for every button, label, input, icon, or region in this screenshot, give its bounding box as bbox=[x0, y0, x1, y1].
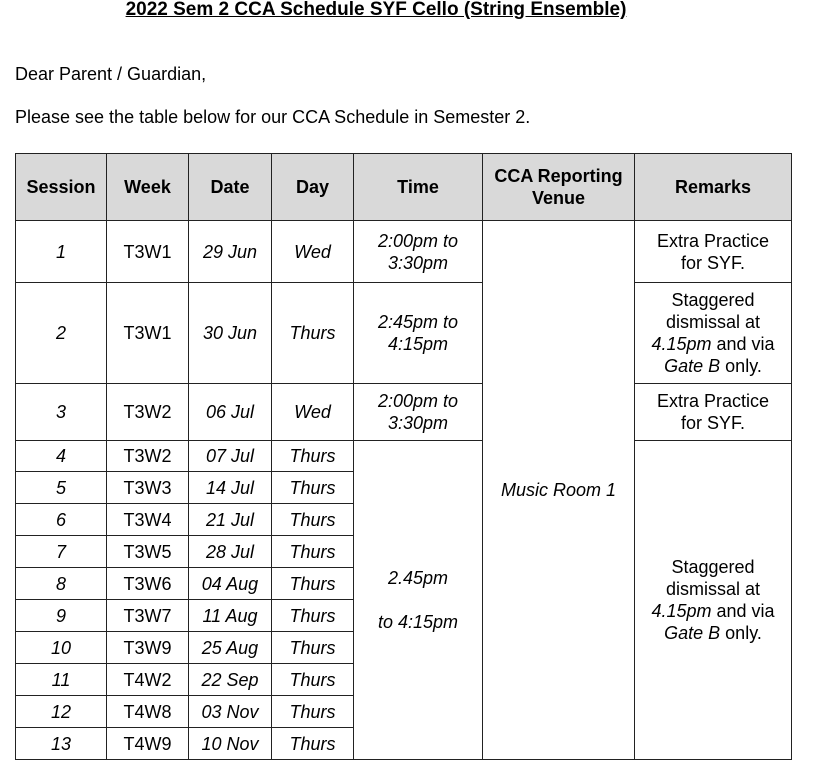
date-cell: 25 Aug bbox=[189, 632, 272, 664]
week-cell: T4W8 bbox=[107, 696, 189, 728]
date-cell: 28 Jul bbox=[189, 536, 272, 568]
header-venue: CCA Reporting Venue bbox=[483, 154, 635, 221]
date-cell: 11 Aug bbox=[189, 600, 272, 632]
time-cell bbox=[354, 384, 483, 441]
time-line: 4:15pm bbox=[387, 334, 449, 354]
day-cell: Thurs bbox=[272, 728, 354, 760]
day-cell: Thurs bbox=[272, 600, 354, 632]
table-row bbox=[16, 441, 792, 472]
dismissal-time: 4.15pm bbox=[651, 334, 712, 354]
remark-line bbox=[637, 355, 789, 377]
time-line: 3:30pm bbox=[387, 252, 449, 273]
session-cell: 7 bbox=[16, 536, 107, 568]
remark-line bbox=[637, 622, 789, 644]
dismissal-time: 4.15pm bbox=[651, 601, 712, 621]
session-cell: 6 bbox=[16, 504, 107, 536]
session-cell: 12 bbox=[16, 696, 107, 728]
time-line: 2:00pm to bbox=[377, 230, 459, 251]
day-cell: Wed bbox=[272, 221, 354, 283]
day-cell: Thurs bbox=[272, 283, 354, 384]
week-cell: T3W7 bbox=[107, 600, 189, 632]
venue-cell: Music Room 1 bbox=[483, 221, 635, 760]
gate-name: Gate B bbox=[664, 623, 721, 643]
header-time: Time bbox=[354, 154, 483, 221]
date-cell: 04 Aug bbox=[189, 568, 272, 600]
time-line: 3:30pm bbox=[387, 413, 449, 433]
week-cell: T3W9 bbox=[107, 632, 189, 664]
day-cell: Thurs bbox=[272, 441, 354, 472]
date-cell: 30 Jun bbox=[189, 283, 272, 384]
intro-text: Please see the table below for our CCA Schedule in Semester 2. bbox=[15, 107, 531, 127]
remark-text: and via bbox=[711, 334, 775, 354]
session-cell: 3 bbox=[16, 384, 107, 441]
gate-name: Gate B bbox=[664, 356, 721, 376]
table-row bbox=[16, 283, 792, 384]
remark-text: only. bbox=[720, 356, 762, 376]
week-cell: T3W1 bbox=[107, 283, 189, 384]
remark-line: for SYF. bbox=[680, 413, 746, 433]
week-cell: T3W6 bbox=[107, 568, 189, 600]
document-title: 2022 Sem 2 CCA Schedule SYF Cello (String Ensemble) bbox=[125, 0, 627, 20]
remarks-cell bbox=[635, 283, 792, 384]
remarks-cell bbox=[635, 221, 792, 283]
session-cell: 10 bbox=[16, 632, 107, 664]
remark-line bbox=[637, 333, 789, 355]
week-cell: T3W2 bbox=[107, 384, 189, 441]
session-cell: 4 bbox=[16, 441, 107, 472]
remark-line: dismissal at bbox=[665, 312, 761, 332]
remark-line: Extra Practice bbox=[656, 230, 770, 251]
session-cell: 9 bbox=[16, 600, 107, 632]
remark-line: Extra Practice bbox=[656, 391, 770, 411]
week-cell: T3W4 bbox=[107, 504, 189, 536]
session-cell: 5 bbox=[16, 472, 107, 504]
week-cell: T4W9 bbox=[107, 728, 189, 760]
date-cell: 10 Nov bbox=[189, 728, 272, 760]
date-cell: 06 Jul bbox=[189, 384, 272, 441]
day-cell: Thurs bbox=[272, 504, 354, 536]
header-date: Date bbox=[189, 154, 272, 221]
week-cell: T3W5 bbox=[107, 536, 189, 568]
date-cell: 14 Jul bbox=[189, 472, 272, 504]
header-session: Session bbox=[16, 154, 107, 221]
day-cell: Thurs bbox=[272, 696, 354, 728]
greeting: Dear Parent / Guardian, bbox=[15, 64, 207, 84]
week-cell: T3W1 bbox=[107, 221, 189, 283]
header-week: Week bbox=[107, 154, 189, 221]
remarks-cell bbox=[635, 441, 792, 760]
day-cell: Thurs bbox=[272, 568, 354, 600]
week-cell: T3W3 bbox=[107, 472, 189, 504]
day-cell: Thurs bbox=[272, 632, 354, 664]
remark-line bbox=[637, 600, 789, 622]
date-cell: 03 Nov bbox=[189, 696, 272, 728]
session-cell: 8 bbox=[16, 568, 107, 600]
header-row bbox=[16, 154, 792, 221]
session-cell: 11 bbox=[16, 664, 107, 696]
remark-line: for SYF. bbox=[680, 252, 746, 273]
time-cell bbox=[354, 221, 483, 283]
session-cell: 13 bbox=[16, 728, 107, 760]
remarks-cell bbox=[635, 384, 792, 441]
schedule-table bbox=[15, 153, 792, 760]
remark-line: Staggered bbox=[671, 290, 755, 310]
remark-line: Staggered bbox=[671, 557, 755, 577]
remark-text: and via bbox=[711, 601, 775, 621]
time-line: 2:45pm to bbox=[377, 312, 459, 332]
time-line: 2:00pm to bbox=[377, 391, 459, 411]
date-cell: 07 Jul bbox=[189, 441, 272, 472]
session-cell: 2 bbox=[16, 283, 107, 384]
day-cell: Thurs bbox=[272, 664, 354, 696]
time-line: to 4:15pm bbox=[377, 612, 459, 632]
date-cell: 29 Jun bbox=[189, 221, 272, 283]
header-day: Day bbox=[272, 154, 354, 221]
remark-text: only. bbox=[720, 623, 762, 643]
table-row bbox=[16, 221, 792, 283]
date-cell: 22 Sep bbox=[189, 664, 272, 696]
header-remarks: Remarks bbox=[635, 154, 792, 221]
time-cell bbox=[354, 283, 483, 384]
spacer bbox=[356, 589, 480, 611]
session-cell: 1 bbox=[16, 221, 107, 283]
day-cell: Wed bbox=[272, 384, 354, 441]
week-cell: T3W2 bbox=[107, 441, 189, 472]
time-cell bbox=[354, 441, 483, 760]
day-cell: Thurs bbox=[272, 536, 354, 568]
day-cell: Thurs bbox=[272, 472, 354, 504]
week-cell: T4W2 bbox=[107, 664, 189, 696]
table-row bbox=[16, 384, 792, 441]
remark-line: dismissal at bbox=[665, 579, 761, 599]
time-line: 2.45pm bbox=[387, 568, 449, 588]
date-cell: 21 Jul bbox=[189, 504, 272, 536]
